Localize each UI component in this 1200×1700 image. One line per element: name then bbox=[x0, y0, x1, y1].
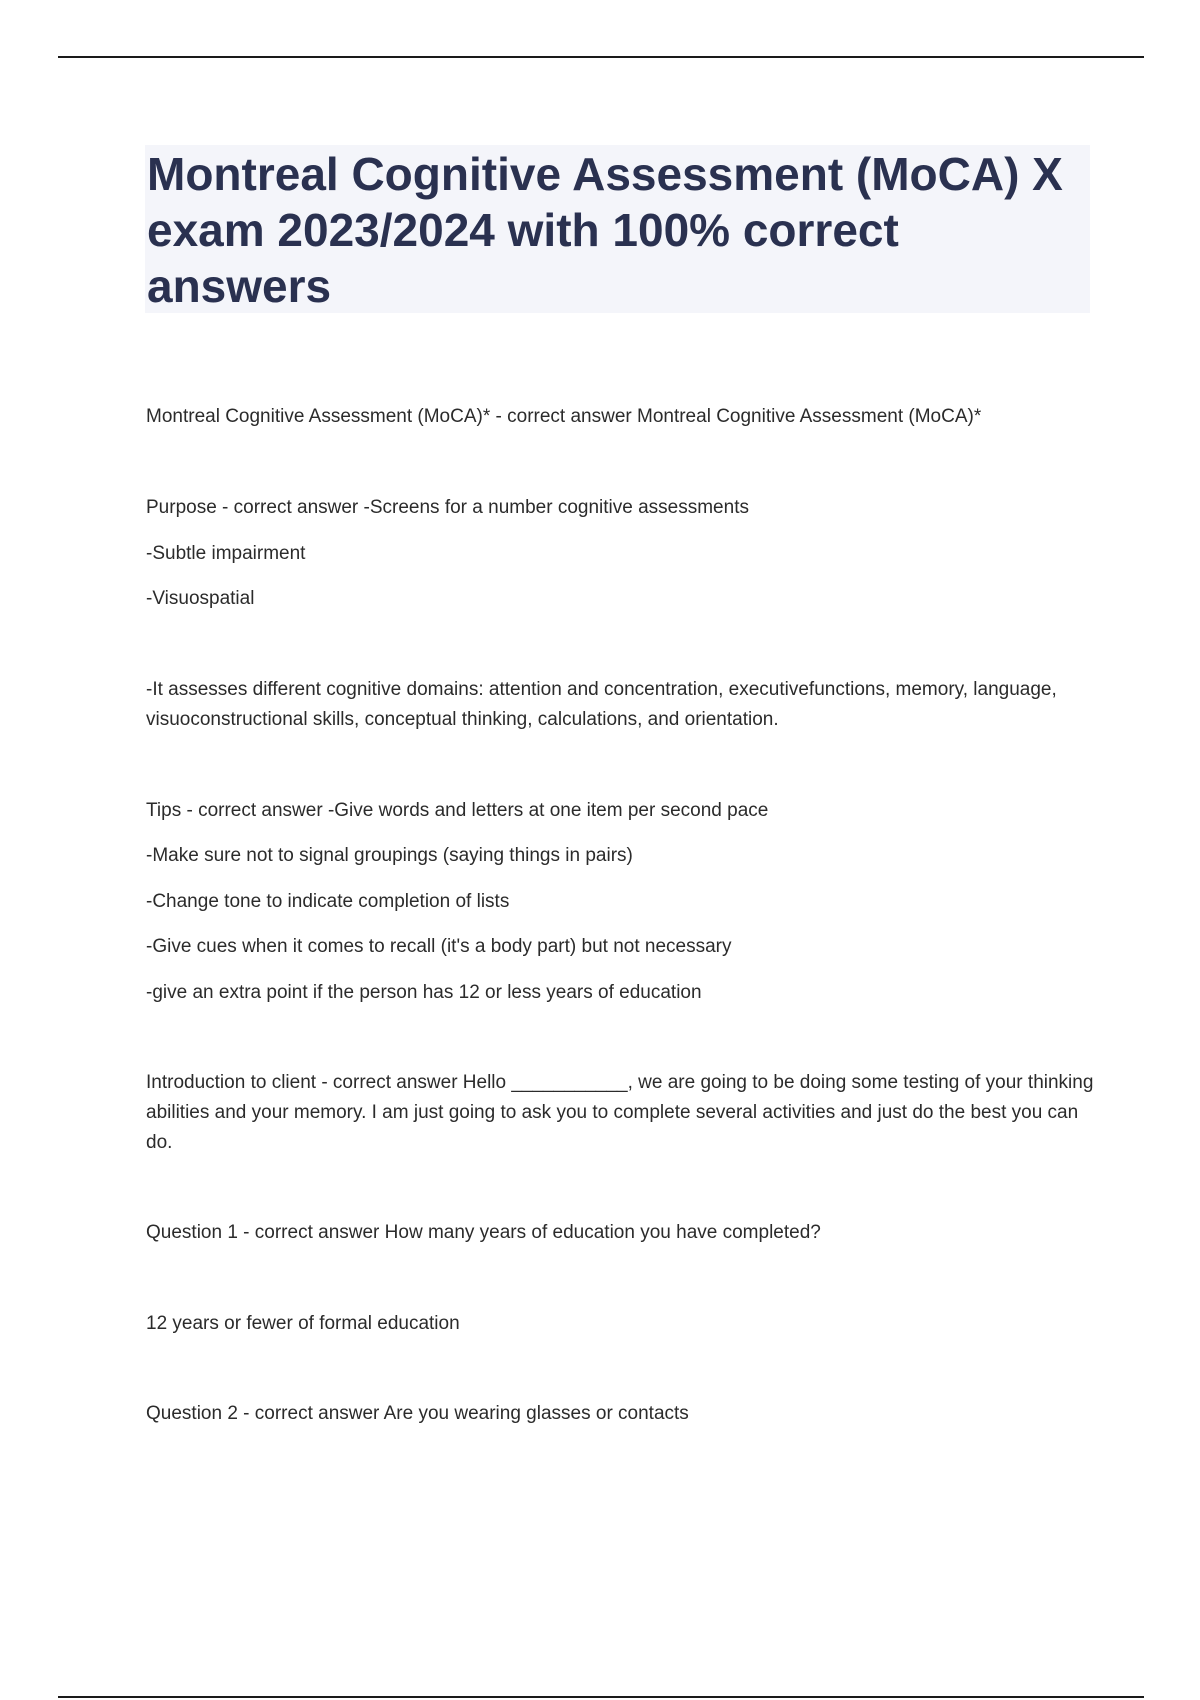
paragraph-introduction: Introduction to client - correct answer Hello ___________, we are going to be doing some testing of your thinking abilities and your memory. I am just going to ask you to complete several activities and just do the best you can do. bbox=[146, 1072, 1094, 1153]
paragraph-tip-extra-point: -give an extra point if the person has 12 or less years of education bbox=[146, 982, 702, 1003]
paragraph-purpose: Purpose - correct answer -Screens for a number cognitive assessments bbox=[146, 497, 749, 518]
paragraph-cognitive-domains: -It assesses different cognitive domains: attention and concentration, executivefunctions, memory, language, visuoconstructional skills, conceptual thinking, calculations, and orientation. bbox=[146, 679, 1057, 730]
paragraph-tip-groupings: -Make sure not to signal groupings (saying things in pairs) bbox=[146, 845, 633, 866]
paragraph-tip-cues: -Give cues when it comes to recall (it's a body part) but not necessary bbox=[146, 936, 732, 957]
paragraph-tip-tone: -Change tone to indicate completion of lists bbox=[146, 891, 510, 912]
top-rule bbox=[58, 56, 1144, 58]
paragraph-tips: Tips - correct answer -Give words and letters at one item per second pace bbox=[146, 800, 769, 821]
paragraph-subtle-impairment: -Subtle impairment bbox=[146, 543, 306, 564]
document-title: Montreal Cognitive Assessment (MoCA) X exam 2023/2024 with 100% correct answers bbox=[147, 148, 1063, 312]
paragraph-moca-definition: Montreal Cognitive Assessment (MoCA)* - correct answer Montreal Cognitive Assessment (MoCA)* bbox=[146, 406, 982, 427]
bottom-rule bbox=[58, 1696, 1144, 1698]
paragraph-visuospatial: -Visuospatial bbox=[146, 588, 255, 609]
paragraph-question-2: Question 2 - correct answer Are you wearing glasses or contacts bbox=[146, 1403, 689, 1424]
paragraph-question-1: Question 1 - correct answer How many years of education you have completed? bbox=[146, 1222, 821, 1243]
paragraph-education-note: 12 years or fewer of formal education bbox=[146, 1313, 460, 1334]
